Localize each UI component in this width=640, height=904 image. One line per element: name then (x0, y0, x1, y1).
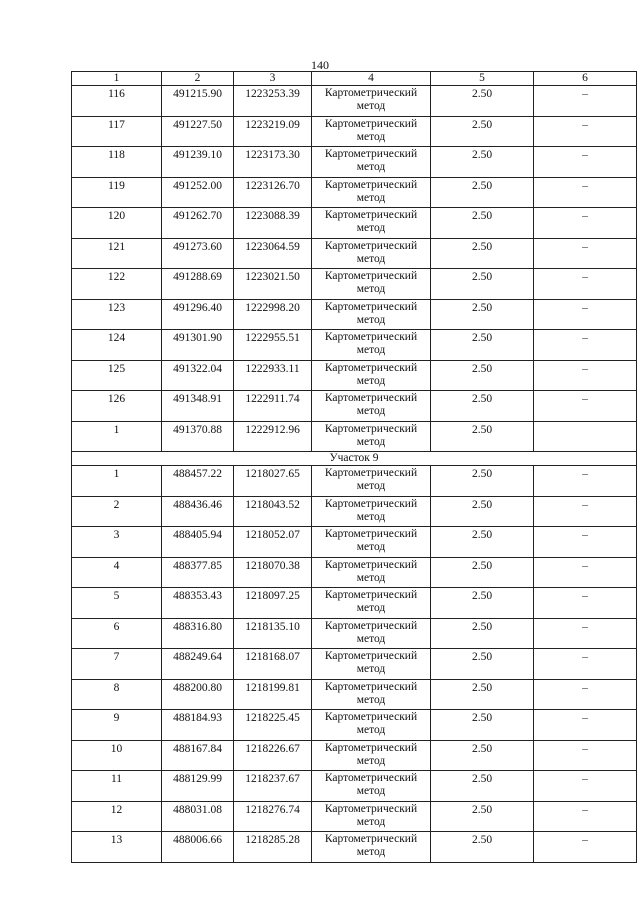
coord-x-cell: 491296.40 (162, 299, 234, 330)
method-cell: Картометрический метод (312, 421, 431, 452)
coord-x-cell: 491370.88 (162, 421, 234, 452)
accuracy-cell: 2.50 (431, 269, 534, 300)
header-cell: 2 (162, 72, 234, 86)
table-row (72, 238, 637, 269)
accuracy-cell: 2.50 (431, 391, 534, 422)
coord-y-cell: 1223088.39 (234, 208, 312, 239)
point-number-cell: 7 (72, 649, 162, 680)
coord-y-cell: 1222911.74 (234, 391, 312, 422)
method-cell: Картометрический метод (312, 330, 431, 361)
point-number-cell: 119 (72, 177, 162, 208)
table-row (72, 801, 637, 832)
accuracy-cell: 2.50 (431, 360, 534, 391)
table-row (72, 330, 637, 361)
table-row (72, 421, 637, 452)
accuracy-cell: 2.50 (431, 116, 534, 147)
accuracy-cell: 2.50 (431, 496, 534, 527)
point-number-cell: 1 (72, 421, 162, 452)
coord-x-cell: 488184.93 (162, 710, 234, 741)
method-cell: Картометрический метод (312, 391, 431, 422)
table-row (72, 588, 637, 619)
coord-y-cell: 1218285.28 (234, 832, 312, 863)
table-row (72, 618, 637, 649)
point-number-cell: 1 (72, 466, 162, 497)
method-cell: Картометрический метод (312, 147, 431, 178)
table-row (72, 147, 637, 178)
table-row (72, 86, 637, 117)
method-cell: Картометрический метод (312, 496, 431, 527)
coordinates-table (71, 71, 637, 863)
note-cell: – (534, 771, 637, 802)
accuracy-cell: 2.50 (431, 421, 534, 452)
note-cell: – (534, 177, 637, 208)
note-cell: – (534, 330, 637, 361)
method-cell: Картометрический метод (312, 649, 431, 680)
method-cell: Картометрический метод (312, 208, 431, 239)
accuracy-cell: 2.50 (431, 238, 534, 269)
table-row (72, 832, 637, 863)
accuracy-cell: 2.50 (431, 557, 534, 588)
coord-y-cell: 1223126.70 (234, 177, 312, 208)
header-cell: 5 (431, 72, 534, 86)
header-cell: 3 (234, 72, 312, 86)
table-row (72, 771, 637, 802)
note-cell: – (534, 496, 637, 527)
coord-x-cell: 488167.84 (162, 740, 234, 771)
note-cell: – (534, 208, 637, 239)
coord-x-cell: 491262.70 (162, 208, 234, 239)
coord-y-cell: 1223021.50 (234, 269, 312, 300)
point-number-cell: 120 (72, 208, 162, 239)
table-row (72, 391, 637, 422)
page-number: 140 (311, 58, 329, 72)
coord-x-cell: 488405.94 (162, 527, 234, 558)
coord-y-cell: 1218225.45 (234, 710, 312, 741)
point-number-cell: 116 (72, 86, 162, 117)
point-number-cell: 124 (72, 330, 162, 361)
note-cell: – (534, 649, 637, 680)
note-cell: – (534, 116, 637, 147)
accuracy-cell: 2.50 (431, 740, 534, 771)
coord-x-cell: 491288.69 (162, 269, 234, 300)
coord-x-cell: 491215.90 (162, 86, 234, 117)
coord-x-cell: 488129.99 (162, 771, 234, 802)
table-row (72, 649, 637, 680)
coord-y-cell: 1218226.67 (234, 740, 312, 771)
coord-x-cell: 491348.91 (162, 391, 234, 422)
accuracy-cell: 2.50 (431, 147, 534, 178)
section-title: Участок 9 (72, 452, 637, 466)
accuracy-cell: 2.50 (431, 710, 534, 741)
header-row (72, 72, 637, 86)
point-number-cell: 121 (72, 238, 162, 269)
method-cell: Картометрический метод (312, 771, 431, 802)
accuracy-cell: 2.50 (431, 299, 534, 330)
method-cell: Картометрический метод (312, 238, 431, 269)
method-cell: Картометрический метод (312, 832, 431, 863)
method-cell: Картометрический метод (312, 557, 431, 588)
method-cell: Картометрический метод (312, 740, 431, 771)
note-cell: – (534, 299, 637, 330)
coord-y-cell: 1218027.65 (234, 466, 312, 497)
point-number-cell: 12 (72, 801, 162, 832)
note-cell: – (534, 147, 637, 178)
note-cell: – (534, 801, 637, 832)
note-cell: – (534, 527, 637, 558)
point-number-cell: 4 (72, 557, 162, 588)
method-cell: Картометрический метод (312, 618, 431, 649)
coord-x-cell: 488031.08 (162, 801, 234, 832)
note-cell: – (534, 740, 637, 771)
table-row (72, 496, 637, 527)
accuracy-cell: 2.50 (431, 618, 534, 649)
point-number-cell: 122 (72, 269, 162, 300)
method-cell: Картометрический метод (312, 299, 431, 330)
coord-x-cell: 488200.80 (162, 679, 234, 710)
note-cell: – (534, 238, 637, 269)
note-cell: – (534, 679, 637, 710)
note-cell: – (534, 466, 637, 497)
accuracy-cell: 2.50 (431, 588, 534, 619)
table-row (72, 740, 637, 771)
note-cell: – (534, 618, 637, 649)
accuracy-cell: 2.50 (431, 330, 534, 361)
coord-y-cell: 1222998.20 (234, 299, 312, 330)
accuracy-cell: 2.50 (431, 801, 534, 832)
table-row (72, 679, 637, 710)
coord-y-cell: 1218237.67 (234, 771, 312, 802)
method-cell: Картометрический метод (312, 177, 431, 208)
table-row (72, 527, 637, 558)
table-row (72, 116, 637, 147)
coord-x-cell: 491301.90 (162, 330, 234, 361)
coord-y-cell: 1218276.74 (234, 801, 312, 832)
coord-x-cell: 488316.80 (162, 618, 234, 649)
method-cell: Картометрический метод (312, 527, 431, 558)
point-number-cell: 6 (72, 618, 162, 649)
method-cell: Картометрический метод (312, 86, 431, 117)
table-row (72, 269, 637, 300)
coord-x-cell: 491252.00 (162, 177, 234, 208)
accuracy-cell: 2.50 (431, 771, 534, 802)
note-cell (534, 421, 637, 452)
coord-x-cell: 488006.66 (162, 832, 234, 863)
coord-y-cell: 1222955.51 (234, 330, 312, 361)
header-cell: 1 (72, 72, 162, 86)
table-row (72, 299, 637, 330)
section-row (72, 452, 637, 466)
coord-x-cell: 491239.10 (162, 147, 234, 178)
point-number-cell: 3 (72, 527, 162, 558)
coord-y-cell: 1218168.07 (234, 649, 312, 680)
point-number-cell: 11 (72, 771, 162, 802)
method-cell: Картометрический метод (312, 588, 431, 619)
coord-x-cell: 488436.46 (162, 496, 234, 527)
coord-x-cell: 488457.22 (162, 466, 234, 497)
table-row (72, 466, 637, 497)
table-row (72, 208, 637, 239)
accuracy-cell: 2.50 (431, 208, 534, 239)
table-row (72, 360, 637, 391)
accuracy-cell: 2.50 (431, 527, 534, 558)
coord-y-cell: 1222912.96 (234, 421, 312, 452)
note-cell: – (534, 360, 637, 391)
note-cell: – (534, 557, 637, 588)
coord-x-cell: 491227.50 (162, 116, 234, 147)
note-cell: – (534, 710, 637, 741)
note-cell: – (534, 391, 637, 422)
coord-x-cell: 488353.43 (162, 588, 234, 619)
accuracy-cell: 2.50 (431, 679, 534, 710)
coord-y-cell: 1223173.30 (234, 147, 312, 178)
accuracy-cell: 2.50 (431, 177, 534, 208)
accuracy-cell: 2.50 (431, 649, 534, 680)
coord-x-cell: 491273.60 (162, 238, 234, 269)
table-row (72, 177, 637, 208)
point-number-cell: 125 (72, 360, 162, 391)
method-cell: Картометрический метод (312, 269, 431, 300)
method-cell: Картометрический метод (312, 116, 431, 147)
note-cell: – (534, 832, 637, 863)
coord-y-cell: 1218052.07 (234, 527, 312, 558)
accuracy-cell: 2.50 (431, 86, 534, 117)
coord-y-cell: 1218097.25 (234, 588, 312, 619)
coord-x-cell: 488249.64 (162, 649, 234, 680)
point-number-cell: 8 (72, 679, 162, 710)
coord-y-cell: 1223219.09 (234, 116, 312, 147)
header-cell: 4 (312, 72, 431, 86)
table-row (72, 710, 637, 741)
coord-y-cell: 1218135.10 (234, 618, 312, 649)
method-cell: Картометрический метод (312, 360, 431, 391)
method-cell: Картометрический метод (312, 679, 431, 710)
point-number-cell: 117 (72, 116, 162, 147)
coord-y-cell: 1223064.59 (234, 238, 312, 269)
coord-y-cell: 1218043.52 (234, 496, 312, 527)
coord-x-cell: 488377.85 (162, 557, 234, 588)
method-cell: Картометрический метод (312, 466, 431, 497)
accuracy-cell: 2.50 (431, 466, 534, 497)
coord-y-cell: 1218199.81 (234, 679, 312, 710)
header-cell: 6 (534, 72, 637, 86)
point-number-cell: 10 (72, 740, 162, 771)
point-number-cell: 5 (72, 588, 162, 619)
method-cell: Картометрический метод (312, 801, 431, 832)
table-row (72, 557, 637, 588)
coord-y-cell: 1223253.39 (234, 86, 312, 117)
coord-y-cell: 1222933.11 (234, 360, 312, 391)
point-number-cell: 123 (72, 299, 162, 330)
note-cell: – (534, 588, 637, 619)
point-number-cell: 2 (72, 496, 162, 527)
note-cell: – (534, 86, 637, 117)
coord-y-cell: 1218070.38 (234, 557, 312, 588)
note-cell: – (534, 269, 637, 300)
point-number-cell: 126 (72, 391, 162, 422)
point-number-cell: 118 (72, 147, 162, 178)
method-cell: Картометрический метод (312, 710, 431, 741)
coord-x-cell: 491322.04 (162, 360, 234, 391)
accuracy-cell: 2.50 (431, 832, 534, 863)
point-number-cell: 13 (72, 832, 162, 863)
point-number-cell: 9 (72, 710, 162, 741)
